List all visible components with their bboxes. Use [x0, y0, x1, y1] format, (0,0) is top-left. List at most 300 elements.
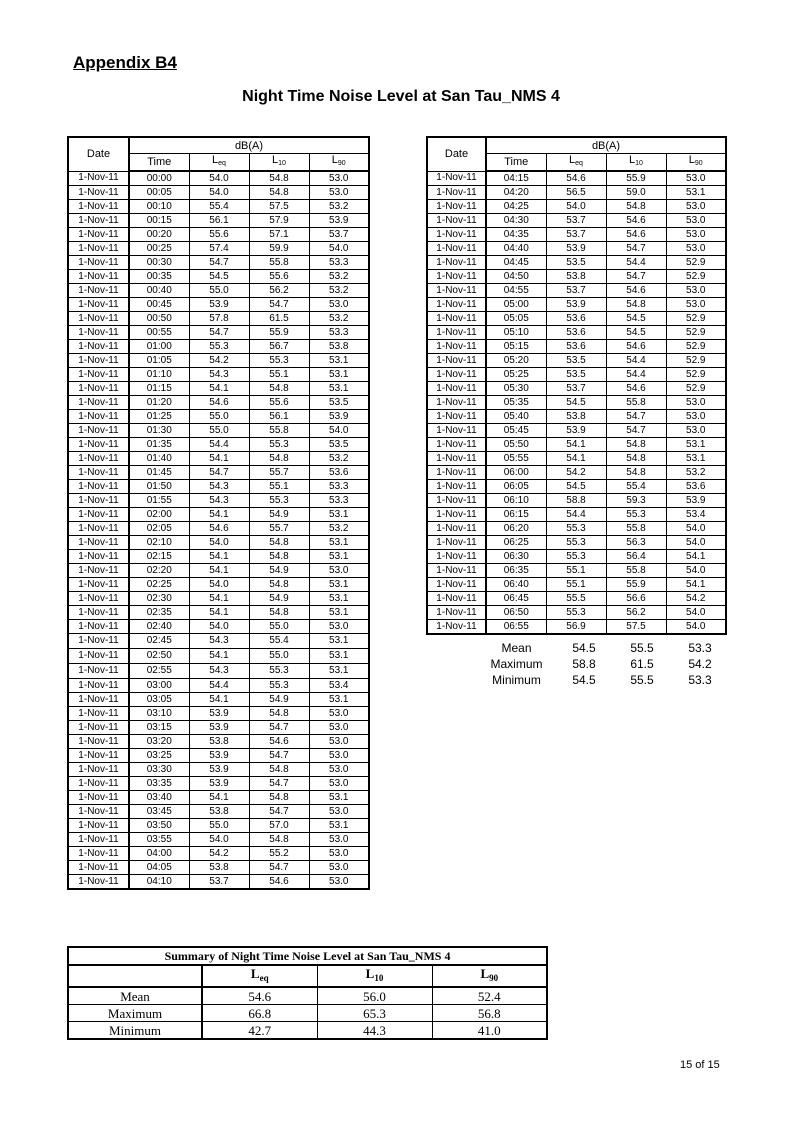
page-title: Night Time Noise Level at San Tau_NMS 4 [242, 88, 560, 105]
date-cell: 1-Nov-11 [427, 466, 486, 480]
l90-cell: 53.1 [666, 438, 726, 452]
leq-cell: 53.9 [189, 298, 249, 312]
l90-cell: 53.0 [309, 298, 369, 312]
date-cell: 1-Nov-11 [68, 480, 129, 494]
l90-cell: 54.0 [666, 606, 726, 620]
l10-cell: 54.6 [606, 382, 666, 396]
stat-row [478, 640, 729, 656]
time-cell: 04:40 [486, 242, 546, 256]
leq-cell: 54.4 [189, 679, 249, 693]
date-cell: 1-Nov-11 [68, 664, 129, 679]
l10-cell: 54.4 [606, 256, 666, 270]
leq-cell: 54.6 [189, 396, 249, 410]
table-row [427, 522, 726, 536]
date-header: Date [427, 137, 486, 171]
l90-cell: 53.1 [309, 664, 369, 679]
l90-cell: 53.0 [666, 424, 726, 438]
leq-cell: 54.1 [189, 508, 249, 522]
l90-cell: 53.1 [309, 819, 369, 833]
table-row [68, 494, 369, 508]
l10-header: $L_{10}$ [606, 154, 666, 172]
date-cell: 1-Nov-11 [68, 452, 129, 466]
leq-cell: 54.0 [189, 536, 249, 550]
table-row [68, 242, 369, 256]
l90-cell: 53.0 [309, 186, 369, 200]
date-cell: 1-Nov-11 [427, 340, 486, 354]
table-row [427, 270, 726, 284]
date-cell: 1-Nov-11 [68, 466, 129, 480]
time-cell: 01:00 [129, 340, 189, 354]
leq-cell: 54.2 [189, 847, 249, 861]
l10-cell: 55.3 [249, 664, 309, 679]
l90-cell: 53.1 [309, 693, 369, 707]
table-row [68, 620, 369, 634]
table-row [68, 354, 369, 368]
date-cell: 1-Nov-11 [68, 791, 129, 805]
leq-cell: 53.5 [546, 354, 606, 368]
leq-cell: 54.1 [189, 693, 249, 707]
table-row [68, 536, 369, 550]
table-row [427, 620, 726, 635]
table-row [68, 452, 369, 466]
leq-cell: 53.9 [546, 298, 606, 312]
leq-header: $L_{eq}$ [546, 154, 606, 172]
date-cell: 1-Nov-11 [427, 284, 486, 298]
l10-cell: 54.9 [249, 564, 309, 578]
leq-cell: 53.7 [546, 228, 606, 242]
leq-cell: 55.3 [546, 522, 606, 536]
l10-cell: 55.7 [249, 522, 309, 536]
l10-cell: 54.5 [606, 312, 666, 326]
time-cell: 06:45 [486, 592, 546, 606]
summary-value: 41.0 [432, 1022, 547, 1040]
leq-cell: 54.5 [546, 480, 606, 494]
leq-cell: 53.5 [546, 256, 606, 270]
l10-cell: 54.8 [249, 536, 309, 550]
l90-cell: 53.1 [666, 452, 726, 466]
time-cell: 06:20 [486, 522, 546, 536]
time-cell: 05:20 [486, 354, 546, 368]
date-cell: 1-Nov-11 [68, 214, 129, 228]
time-cell: 02:30 [129, 592, 189, 606]
time-cell: 05:25 [486, 368, 546, 382]
l10-cell: 54.6 [249, 875, 309, 890]
leq-cell: 53.9 [189, 777, 249, 791]
l10-cell: 54.7 [606, 242, 666, 256]
noise-table-right [426, 136, 727, 635]
l90-cell: 53.1 [309, 550, 369, 564]
date-cell: 1-Nov-11 [427, 564, 486, 578]
l10-cell: 55.4 [249, 634, 309, 649]
date-cell: 1-Nov-11 [427, 438, 486, 452]
l10-cell: 55.9 [606, 578, 666, 592]
time-cell: 03:25 [129, 749, 189, 763]
date-cell: 1-Nov-11 [68, 326, 129, 340]
leq-cell: 55.3 [546, 606, 606, 620]
table-row [427, 550, 726, 564]
l90-cell: 53.3 [309, 256, 369, 270]
table-row [68, 298, 369, 312]
time-cell: 05:40 [486, 410, 546, 424]
leq-cell: 54.0 [189, 620, 249, 634]
date-cell: 1-Nov-11 [427, 368, 486, 382]
leq-cell: 53.6 [546, 312, 606, 326]
leq-cell: 53.6 [546, 340, 606, 354]
table-row [427, 452, 726, 466]
l90-cell: 54.0 [309, 424, 369, 438]
l90-cell: 53.2 [666, 466, 726, 480]
date-cell: 1-Nov-11 [68, 508, 129, 522]
leq-cell: 54.6 [189, 522, 249, 536]
stat-value: 58.8 [572, 657, 596, 671]
l90-cell: 53.3 [309, 494, 369, 508]
l90-cell: 53.0 [309, 875, 369, 890]
l90-cell: 53.0 [666, 228, 726, 242]
l90-cell: 53.1 [309, 791, 369, 805]
l10-cell: 54.7 [249, 861, 309, 875]
page-number: 15 of 15 [680, 1059, 720, 1071]
summary-value: 66.8 [202, 1005, 317, 1022]
table-row [68, 735, 369, 749]
leq-cell: 54.0 [189, 186, 249, 200]
l10-cell: 56.6 [606, 592, 666, 606]
table-row [427, 424, 726, 438]
date-cell: 1-Nov-11 [427, 382, 486, 396]
l10-cell: 56.4 [606, 550, 666, 564]
table-row [427, 326, 726, 340]
l10-cell: 55.1 [249, 368, 309, 382]
time-cell: 00:15 [129, 214, 189, 228]
table-row [427, 410, 726, 424]
time-cell: 02:20 [129, 564, 189, 578]
l90-cell: 53.0 [309, 805, 369, 819]
l90-cell: 53.0 [309, 861, 369, 875]
l10-cell: 55.8 [606, 522, 666, 536]
l90-cell: 54.1 [666, 550, 726, 564]
date-cell: 1-Nov-11 [427, 242, 486, 256]
stat-label: Mean [501, 641, 532, 655]
l90-cell: 53.9 [309, 214, 369, 228]
l10-cell: 54.7 [249, 749, 309, 763]
l90-cell: 53.0 [309, 777, 369, 791]
date-cell: 1-Nov-11 [68, 200, 129, 214]
time-cell: 02:55 [129, 664, 189, 679]
table-row [427, 592, 726, 606]
l90-cell: 52.9 [666, 312, 726, 326]
l10-cell: 54.7 [249, 721, 309, 735]
l10-cell: 54.6 [606, 284, 666, 298]
l10-cell: 54.8 [249, 606, 309, 620]
l10-cell: 54.6 [606, 214, 666, 228]
table-row [427, 466, 726, 480]
leq-cell: 55.0 [189, 410, 249, 424]
l10-cell: 55.4 [606, 480, 666, 494]
l90-cell: 53.1 [309, 536, 369, 550]
time-cell: 02:00 [129, 508, 189, 522]
date-cell: 1-Nov-11 [68, 424, 129, 438]
l90-cell: 53.0 [309, 171, 369, 186]
time-cell: 04:15 [486, 171, 546, 186]
stats-block [478, 640, 729, 688]
time-cell: 01:20 [129, 396, 189, 410]
l10-cell: 54.7 [606, 270, 666, 284]
leq-cell: 54.7 [189, 326, 249, 340]
leq-cell: 54.0 [189, 578, 249, 592]
date-cell: 1-Nov-11 [68, 494, 129, 508]
l10-cell: 55.7 [249, 466, 309, 480]
summary-body [68, 987, 547, 1039]
table-row [68, 763, 369, 777]
date-cell: 1-Nov-11 [68, 368, 129, 382]
table-row [68, 270, 369, 284]
summary-value: 44.3 [317, 1022, 432, 1040]
date-cell: 1-Nov-11 [68, 228, 129, 242]
time-cell: 06:35 [486, 564, 546, 578]
time-cell: 01:05 [129, 354, 189, 368]
date-cell: 1-Nov-11 [68, 592, 129, 606]
date-cell: 1-Nov-11 [68, 875, 129, 890]
l90-cell: 52.9 [666, 326, 726, 340]
time-cell: 03:40 [129, 791, 189, 805]
l90-cell: 54.0 [309, 242, 369, 256]
date-cell: 1-Nov-11 [68, 396, 129, 410]
l10-cell: 56.2 [606, 606, 666, 620]
time-cell: 02:50 [129, 649, 189, 664]
l10-cell: 57.5 [606, 620, 666, 635]
time-cell: 03:20 [129, 735, 189, 749]
l90-cell: 54.0 [666, 536, 726, 550]
leq-cell: 54.0 [189, 833, 249, 847]
leq-cell: 57.8 [189, 312, 249, 326]
l10-cell: 56.7 [249, 340, 309, 354]
l90-cell: 54.0 [666, 522, 726, 536]
time-cell: 05:35 [486, 396, 546, 410]
leq-cell: 53.7 [546, 382, 606, 396]
l90-cell: 53.5 [309, 396, 369, 410]
table-row [68, 340, 369, 354]
unit-header: dB(A) [486, 137, 726, 154]
l90-cell: 53.1 [309, 634, 369, 649]
l10-cell: 54.7 [249, 777, 309, 791]
leq-cell: 56.5 [546, 186, 606, 200]
l10-cell: 54.9 [249, 592, 309, 606]
time-cell: 04:50 [486, 270, 546, 284]
time-cell: 01:35 [129, 438, 189, 452]
date-cell: 1-Nov-11 [427, 396, 486, 410]
leq-cell: 53.6 [546, 326, 606, 340]
table-row [427, 298, 726, 312]
leq-header: $L_{eq}$ [189, 154, 249, 172]
leq-cell: 54.5 [546, 396, 606, 410]
time-cell: 00:00 [129, 171, 189, 186]
stat-row [478, 672, 729, 688]
date-cell: 1-Nov-11 [68, 679, 129, 693]
l10-cell: 59.9 [249, 242, 309, 256]
l10-cell: 59.3 [606, 494, 666, 508]
l90-cell: 53.8 [309, 340, 369, 354]
leq-cell: 54.6 [546, 171, 606, 186]
table-row [427, 508, 726, 522]
time-cell: 00:40 [129, 284, 189, 298]
table-row [68, 721, 369, 735]
date-cell: 1-Nov-11 [68, 270, 129, 284]
l10-cell: 56.2 [249, 284, 309, 298]
l10-cell: 55.3 [249, 679, 309, 693]
time-cell: 04:55 [486, 284, 546, 298]
l90-cell: 53.9 [309, 410, 369, 424]
table-row [68, 805, 369, 819]
summary-blank-header [68, 965, 202, 987]
time-cell: 04:25 [486, 200, 546, 214]
leq-cell: 53.8 [189, 805, 249, 819]
time-cell: 01:40 [129, 452, 189, 466]
l90-cell: 53.4 [309, 679, 369, 693]
l90-cell: 53.9 [666, 494, 726, 508]
table-row [427, 256, 726, 270]
date-header: Date [68, 137, 129, 171]
l90-cell: 53.5 [309, 438, 369, 452]
l90-cell: 53.6 [309, 466, 369, 480]
table-row [68, 326, 369, 340]
l90-cell: 53.1 [309, 382, 369, 396]
table-row [68, 749, 369, 763]
table-row [68, 847, 369, 861]
leq-cell: 54.3 [189, 494, 249, 508]
noise-table-left [67, 136, 370, 890]
table-row [427, 242, 726, 256]
date-cell: 1-Nov-11 [427, 452, 486, 466]
date-cell: 1-Nov-11 [68, 819, 129, 833]
summary-value: 42.7 [202, 1022, 317, 1040]
table-row [427, 312, 726, 326]
l90-cell: 53.1 [309, 592, 369, 606]
time-cell: 01:50 [129, 480, 189, 494]
leq-cell: 54.5 [189, 270, 249, 284]
leq-cell: 54.1 [189, 791, 249, 805]
leq-cell: 54.4 [546, 508, 606, 522]
leq-cell: 55.3 [546, 536, 606, 550]
table-row [427, 340, 726, 354]
l10-cell: 54.8 [249, 171, 309, 186]
noise-table-left-body [68, 171, 369, 889]
time-cell: 00:50 [129, 312, 189, 326]
leq-cell: 54.3 [189, 368, 249, 382]
l10-cell: 57.0 [249, 819, 309, 833]
time-cell: 05:45 [486, 424, 546, 438]
l10-cell: 55.0 [249, 649, 309, 664]
l10-cell: 54.9 [249, 693, 309, 707]
l10-cell: 54.8 [606, 200, 666, 214]
l90-cell: 53.0 [666, 200, 726, 214]
time-cell: 02:40 [129, 620, 189, 634]
time-cell: 01:25 [129, 410, 189, 424]
time-cell: 06:50 [486, 606, 546, 620]
date-cell: 1-Nov-11 [68, 620, 129, 634]
summary-table [67, 946, 548, 1040]
stat-value: 53.3 [688, 641, 712, 655]
table-row [68, 634, 369, 649]
l10-cell: 55.6 [249, 270, 309, 284]
time-cell: 05:50 [486, 438, 546, 452]
table-row [68, 438, 369, 452]
leq-cell: 54.3 [189, 480, 249, 494]
table-row [427, 480, 726, 494]
table-row [68, 186, 369, 200]
date-cell: 1-Nov-11 [427, 171, 486, 186]
l10-cell: 54.8 [606, 298, 666, 312]
date-cell: 1-Nov-11 [68, 312, 129, 326]
l10-cell: 54.8 [249, 763, 309, 777]
table-row [68, 396, 369, 410]
summary-value: 56.8 [432, 1005, 547, 1022]
time-cell: 05:30 [486, 382, 546, 396]
l90-cell: 53.1 [666, 186, 726, 200]
summary-leq-header: $L_{eq}$ [202, 965, 317, 987]
date-cell: 1-Nov-11 [427, 354, 486, 368]
leq-cell: 53.7 [546, 214, 606, 228]
date-cell: 1-Nov-11 [68, 777, 129, 791]
date-cell: 1-Nov-11 [68, 186, 129, 200]
l10-cell: 54.7 [606, 410, 666, 424]
time-cell: 00:10 [129, 200, 189, 214]
l10-cell: 55.8 [249, 424, 309, 438]
time-cell: 06:55 [486, 620, 546, 635]
time-cell: 00:05 [129, 186, 189, 200]
time-cell: 03:15 [129, 721, 189, 735]
l10-cell: 57.5 [249, 200, 309, 214]
date-cell: 1-Nov-11 [427, 256, 486, 270]
l10-cell: 57.1 [249, 228, 309, 242]
l10-cell: 54.8 [606, 466, 666, 480]
table-row [68, 228, 369, 242]
leq-cell: 54.1 [546, 438, 606, 452]
l10-cell: 55.8 [249, 256, 309, 270]
unit-header: dB(A) [129, 137, 369, 154]
l90-cell: 53.0 [309, 749, 369, 763]
leq-cell: 54.0 [546, 200, 606, 214]
summary-l10-header: $L_{10}$ [317, 965, 432, 987]
table-row [427, 564, 726, 578]
date-cell: 1-Nov-11 [427, 214, 486, 228]
summary-l90-header: $L_{90}$ [432, 965, 547, 987]
leq-cell: 54.1 [189, 550, 249, 564]
date-cell: 1-Nov-11 [68, 763, 129, 777]
table-row [427, 228, 726, 242]
l10-cell: 54.8 [606, 438, 666, 452]
time-cell: 04:35 [486, 228, 546, 242]
l10-cell: 54.8 [606, 452, 666, 466]
leq-cell: 53.8 [189, 861, 249, 875]
table-row [68, 508, 369, 522]
leq-cell: 53.9 [189, 721, 249, 735]
time-cell: 06:00 [486, 466, 546, 480]
time-cell: 04:30 [486, 214, 546, 228]
l90-cell: 53.2 [309, 270, 369, 284]
l90-header: $L_{90}$ [309, 154, 369, 172]
l10-cell: 54.7 [249, 298, 309, 312]
date-cell: 1-Nov-11 [427, 550, 486, 564]
table-row [68, 368, 369, 382]
table-row [68, 777, 369, 791]
l90-header: $L_{90}$ [666, 154, 726, 172]
date-cell: 1-Nov-11 [68, 634, 129, 649]
date-cell: 1-Nov-11 [427, 270, 486, 284]
time-cell: 06:05 [486, 480, 546, 494]
leq-cell: 55.0 [189, 819, 249, 833]
l90-cell: 54.0 [666, 620, 726, 635]
l10-cell: 54.8 [249, 707, 309, 721]
table-row [68, 649, 369, 664]
